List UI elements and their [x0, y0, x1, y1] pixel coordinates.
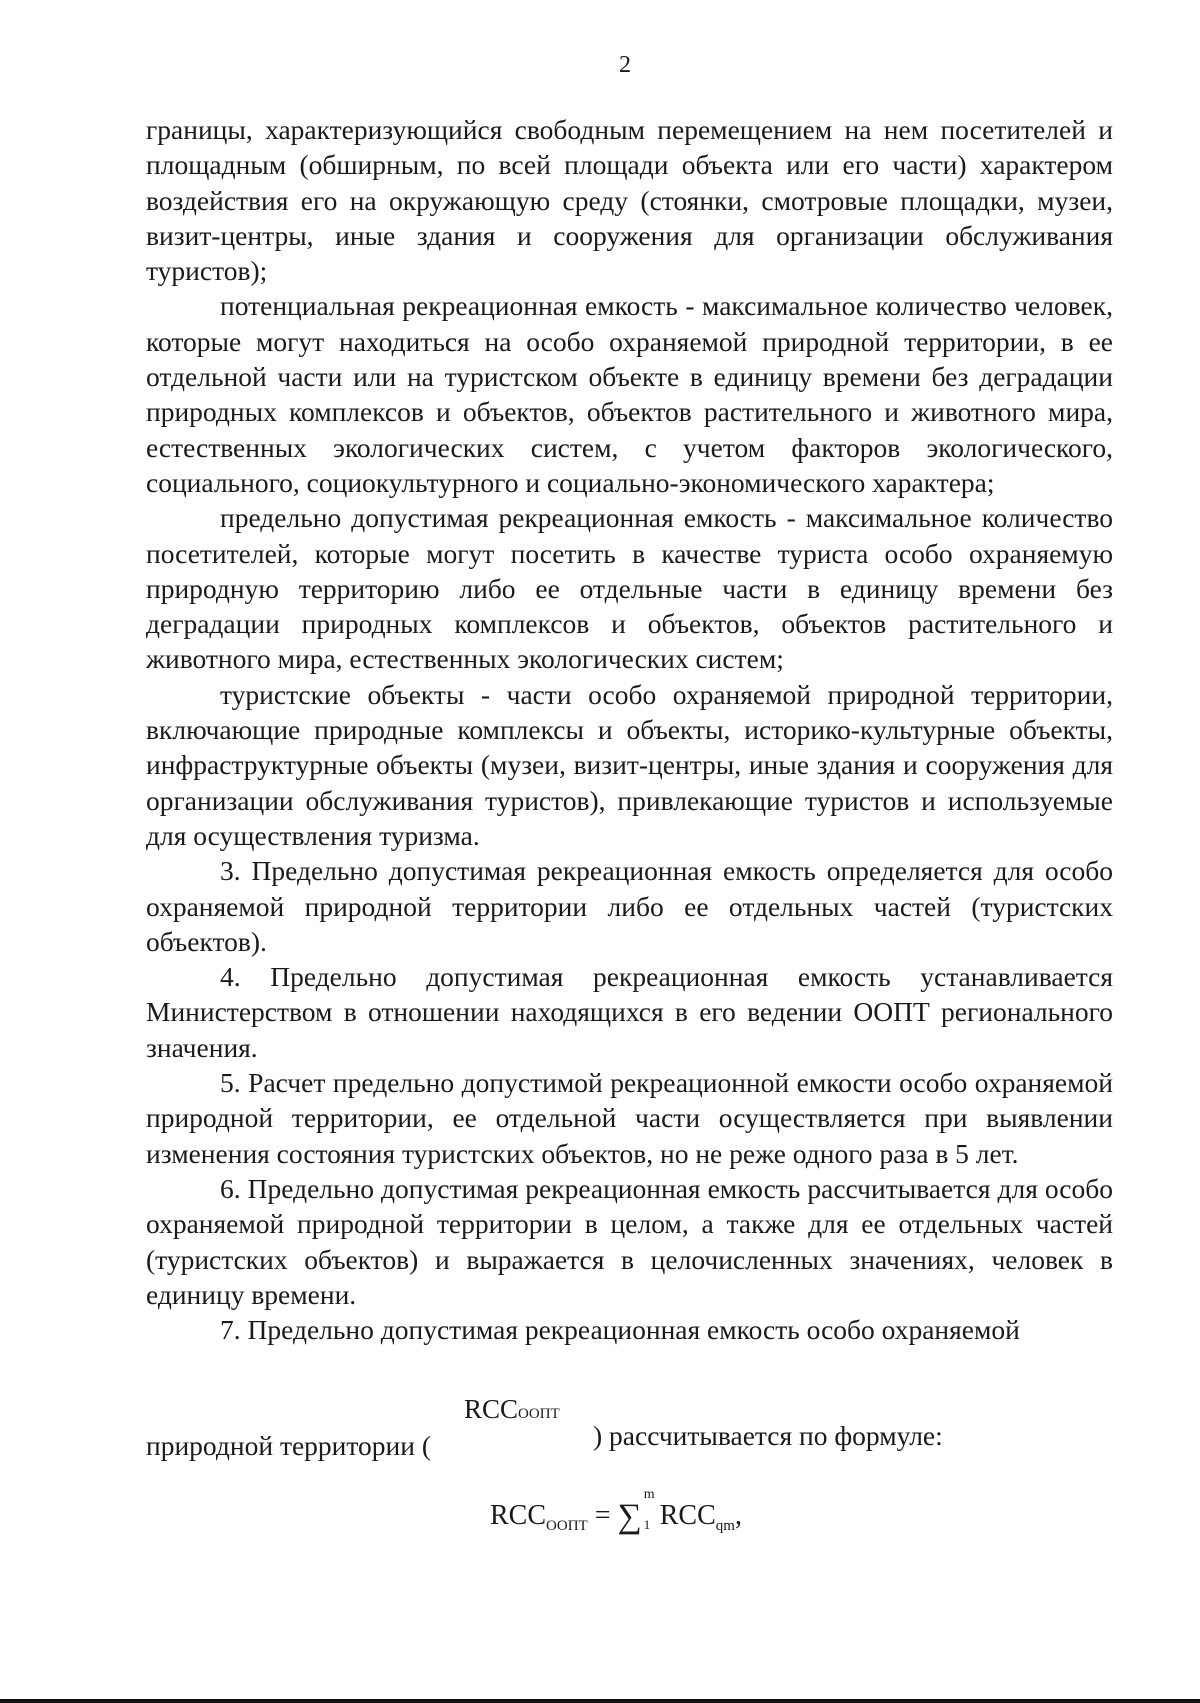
- sum-lower-limit: 1: [643, 1517, 651, 1532]
- formula-lhs-subscript: ООПТ: [546, 1518, 588, 1534]
- scan-bottom-edge: [0, 1699, 1200, 1703]
- paragraph-item-7: 7. Предельно допустимая рекреационная емкость особо охраняемой: [220, 1314, 1020, 1346]
- sum-upper-limit: m: [643, 1487, 655, 1502]
- formula-rhs-main: RCC: [659, 1500, 716, 1531]
- paragraph-item-5: 5. Расчет предельно допустимой рекреационной емкости особо охраняемой природной территории, ее отдельной части осуществляется при выявлении изменения состояния туристских объектов, но не реже одного раза в 5 лет.: [146, 1067, 1113, 1169]
- paragraph-item-4: 4. Предельно допустимая рекреационная емкость устанавливается Министерством в отношении находящихся в его ведении ООПТ регионального значения.: [146, 961, 1113, 1063]
- inline-rcc-main: RCC: [464, 1394, 519, 1424]
- formula-equation: [490, 1487, 742, 1535]
- formula-trailing-comma: ,: [734, 1500, 742, 1531]
- formula-equals: =: [594, 1500, 611, 1531]
- sum-limits: [642, 1487, 660, 1532]
- page-number: 2: [619, 52, 631, 78]
- paragraph-continuation: границы, характеризующийся свободным перемещением на нем посетителей и площадным (обширным, по всей площади объекта или его части) характером воздействия его на окружающую среду (стоянки, смотровые площадки, музеи, визит-центры, иные здания и сооружения для организации обслуживания туристов);: [146, 114, 1113, 287]
- document-body: [146, 112, 1113, 1347]
- inline-rcc-symbol: [464, 1392, 560, 1432]
- sum-symbol: ∑: [617, 1498, 642, 1535]
- formula-lhs-main: RCC: [490, 1500, 547, 1531]
- formula-rhs-subscript: qm: [715, 1518, 735, 1534]
- paragraph-tourist-objects: туристские объекты - части особо охраняемой природной территории, включающие природные комплексы и объекты, историко-культурные объекты, инфраструктурные объекты (музеи, визит-центры, иные здания и сооружения для организации обслуживания туристов), привлекающие туристов и используемые для осуществления туризма.: [146, 678, 1113, 851]
- paragraph-potential-capacity: потенциальная рекреационная емкость - максимальное количество человек, которые могут находиться на особо охраняемой природной территории, в ее отдельной части или на туристском объекте в единицу времени без деградации природных комплексов и объектов, объектов растительного и животного мира, естественных экологических систем, с учетом факторов экологического, социального, социокультурного и социально-экономического характера;: [146, 290, 1113, 498]
- paragraph-item-6: 6. Предельно допустимая рекреационная емкость рассчитывается для особо охраняемой природной территории в целом, а также для ее отдельных частей (туристских объектов) и выражается в целочисленных значениях, человек в единицу времени.: [146, 1172, 1113, 1310]
- formula-intro-lead: природной территории (: [146, 1430, 432, 1461]
- paragraph-max-capacity: предельно допустимая рекреационная емкость - максимальное количество посетителей, которые могут посетить в качестве туриста особо охраняемую природную территорию либо ее отдельные части в единицу времени без деградации природных комплексов и объектов, объектов растительного и животного мира, естественных экологических систем;: [146, 502, 1113, 675]
- inline-rcc-subscript: ООПТ: [518, 1406, 560, 1422]
- formula-intro-rest: ) рассчитывается по формуле:: [593, 1420, 943, 1451]
- paragraph-item-3: 3. Предельно допустимая рекреационная емкость определяется для особо охраняемой природной территории либо ее отдельных частей (туристских объектов).: [146, 855, 1113, 957]
